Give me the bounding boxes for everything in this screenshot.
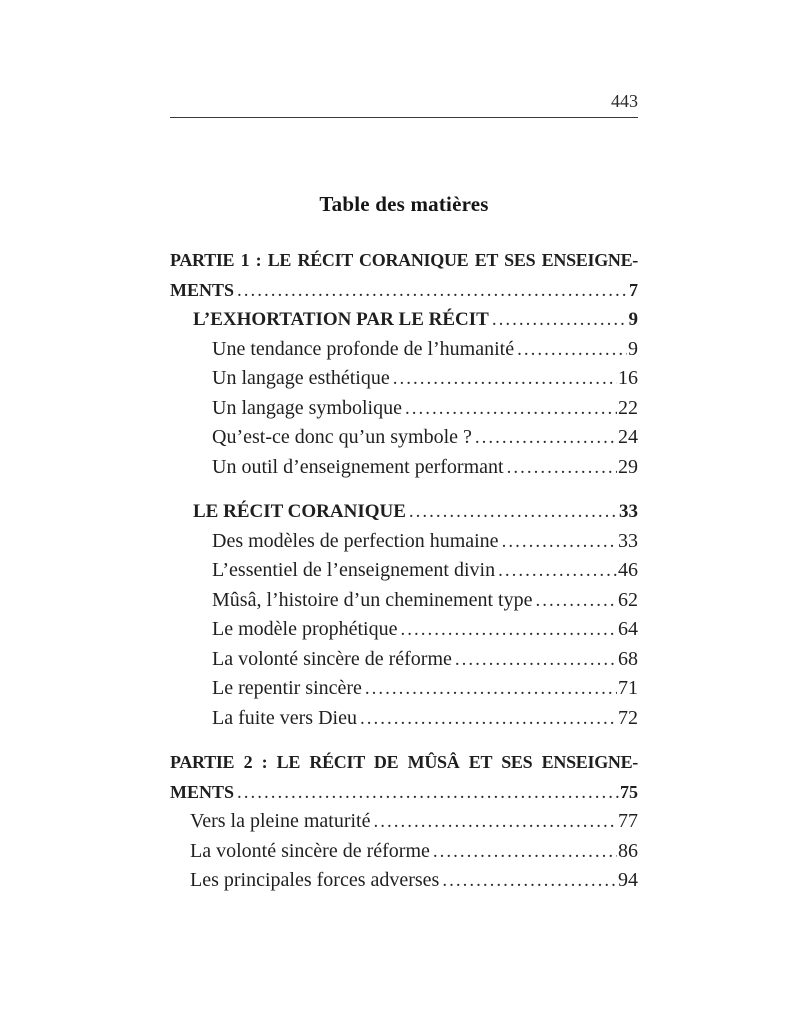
toc-entry <box>170 704 638 734</box>
toc-entry-title: Un outil d’enseignement performant <box>212 455 504 478</box>
toc-entry-line <box>190 837 638 867</box>
toc-entry-line <box>190 866 638 896</box>
toc-entry-line <box>193 497 638 527</box>
toc-entry-line <box>212 674 638 704</box>
toc-entry-page: 7 <box>629 279 638 300</box>
toc-entry-title: Les principales forces adverses <box>190 869 440 891</box>
toc-entry-title-line1: PARTIE 1 : LE RÉCIT CORANIQUE ET SES ENSEIGNE- <box>170 250 638 270</box>
toc-entry-page: 22 <box>618 396 638 419</box>
dot-leader <box>517 335 627 365</box>
toc-entry-page: 72 <box>618 706 638 729</box>
toc-entry <box>170 586 638 616</box>
toc-entry-page: 9 <box>628 309 638 330</box>
toc-entry-line <box>212 453 638 483</box>
toc-entry <box>170 423 638 453</box>
dot-leader <box>442 866 617 896</box>
toc-entry-line <box>170 778 638 808</box>
page-title: Table des matières <box>319 192 489 216</box>
dot-leader <box>405 394 617 424</box>
dot-leader <box>492 305 628 335</box>
toc-entry-line <box>212 423 638 453</box>
toc-entry-page: 94 <box>618 869 638 891</box>
toc-entry-page: 16 <box>618 367 638 389</box>
toc-entry <box>170 497 638 527</box>
toc-entry-page: 75 <box>620 781 638 802</box>
toc-entry <box>170 674 638 704</box>
dot-leader <box>502 527 617 557</box>
toc-entry-title: La volonté sincère de réforme <box>190 839 430 862</box>
toc-entry-page: 29 <box>618 455 638 478</box>
toc-entry <box>170 556 638 586</box>
toc-entry <box>170 246 638 305</box>
toc-entry-title: La volonté sincère de réforme <box>212 647 452 670</box>
toc-entry-title: L’essentiel de l’enseignement divin <box>212 559 496 581</box>
dot-leader <box>237 778 619 808</box>
toc-entry-title: MENTS <box>170 781 235 802</box>
dot-leader <box>365 674 617 704</box>
toc-entry <box>170 866 638 896</box>
toc-entry-title: Le modèle prophétique <box>212 618 398 640</box>
dot-leader <box>433 837 617 867</box>
toc-entry-line <box>212 615 638 645</box>
toc-entry-page: 71 <box>618 677 638 699</box>
toc-entry <box>170 748 638 807</box>
toc-entry-title: Le repentir sincère <box>212 677 362 699</box>
toc-entry <box>170 527 638 557</box>
dot-leader <box>475 423 617 453</box>
toc-entry <box>170 615 638 645</box>
dot-leader <box>409 497 618 527</box>
page-number: 443 <box>611 91 638 111</box>
toc-entry-title: MENTS <box>170 279 235 300</box>
toc-entry-line <box>212 556 638 586</box>
toc-entry-line <box>193 305 638 335</box>
toc-entry-page: 86 <box>618 839 638 862</box>
toc-entry-title: L’EXHORTATION PAR LE RÉCIT <box>193 309 489 330</box>
dot-leader <box>535 586 617 616</box>
toc-entry-line <box>212 586 638 616</box>
toc-entry-page: 33 <box>618 529 638 552</box>
toc-entry-title: Mûsâ, l’histoire d’un cheminement type <box>212 588 533 611</box>
toc-entry-line <box>212 527 638 557</box>
dot-leader <box>507 453 617 483</box>
toc-entry-line <box>212 364 638 394</box>
toc-entry-title: Vers la pleine maturité <box>190 810 371 832</box>
dot-leader <box>498 556 617 586</box>
dot-leader <box>374 807 618 837</box>
toc-entry-title: Une tendance profonde de l’humanité <box>212 337 515 360</box>
dot-leader <box>455 645 617 675</box>
toc-entry <box>170 394 638 424</box>
dot-leader <box>393 364 617 394</box>
toc-entry-line <box>212 704 638 734</box>
toc-entry-title: Un langage symbolique <box>212 396 402 419</box>
toc-entry-line <box>212 335 638 365</box>
header-rule <box>170 117 638 118</box>
toc-entry <box>170 364 638 394</box>
toc-entry-page: 46 <box>618 559 638 581</box>
toc-entry-line <box>190 807 638 837</box>
toc-entry-title: Qu’est-ce donc qu’un symbole ? <box>212 426 472 448</box>
toc-entry-title: Des modèles de perfection humaine <box>212 529 499 552</box>
toc-entry <box>170 305 638 335</box>
page-header <box>170 0 638 118</box>
toc-entry <box>170 335 638 365</box>
toc-entry-line <box>212 394 638 424</box>
toc-entry-page: 9 <box>628 337 638 360</box>
toc-entry-title-line1: PARTIE 2 : LE RÉCIT DE MÛSÂ ET SES ENSEIGNE- <box>170 752 638 772</box>
toc-entry-page: 62 <box>618 588 638 611</box>
toc-entry-page: 33 <box>619 501 638 522</box>
toc-entry-page: 68 <box>618 647 638 670</box>
toc-entry <box>170 807 638 837</box>
toc-entry <box>170 645 638 675</box>
toc-entry-title: La fuite vers Dieu <box>212 706 357 729</box>
toc-entry <box>170 453 638 483</box>
book-page <box>170 0 638 896</box>
toc-entry-page: 24 <box>618 426 638 448</box>
toc-entry-page: 64 <box>618 618 638 640</box>
table-of-contents <box>170 246 638 896</box>
dot-leader <box>237 276 628 306</box>
toc-entry <box>170 837 638 867</box>
toc-entry-page: 77 <box>618 810 638 832</box>
toc-entry-title: LE RÉCIT CORANIQUE <box>193 501 406 522</box>
toc-entry-title: Un langage esthétique <box>212 367 390 389</box>
toc-entry-line <box>170 276 638 306</box>
dot-leader <box>360 704 617 734</box>
toc-entry-line <box>212 645 638 675</box>
dot-leader <box>401 615 618 645</box>
